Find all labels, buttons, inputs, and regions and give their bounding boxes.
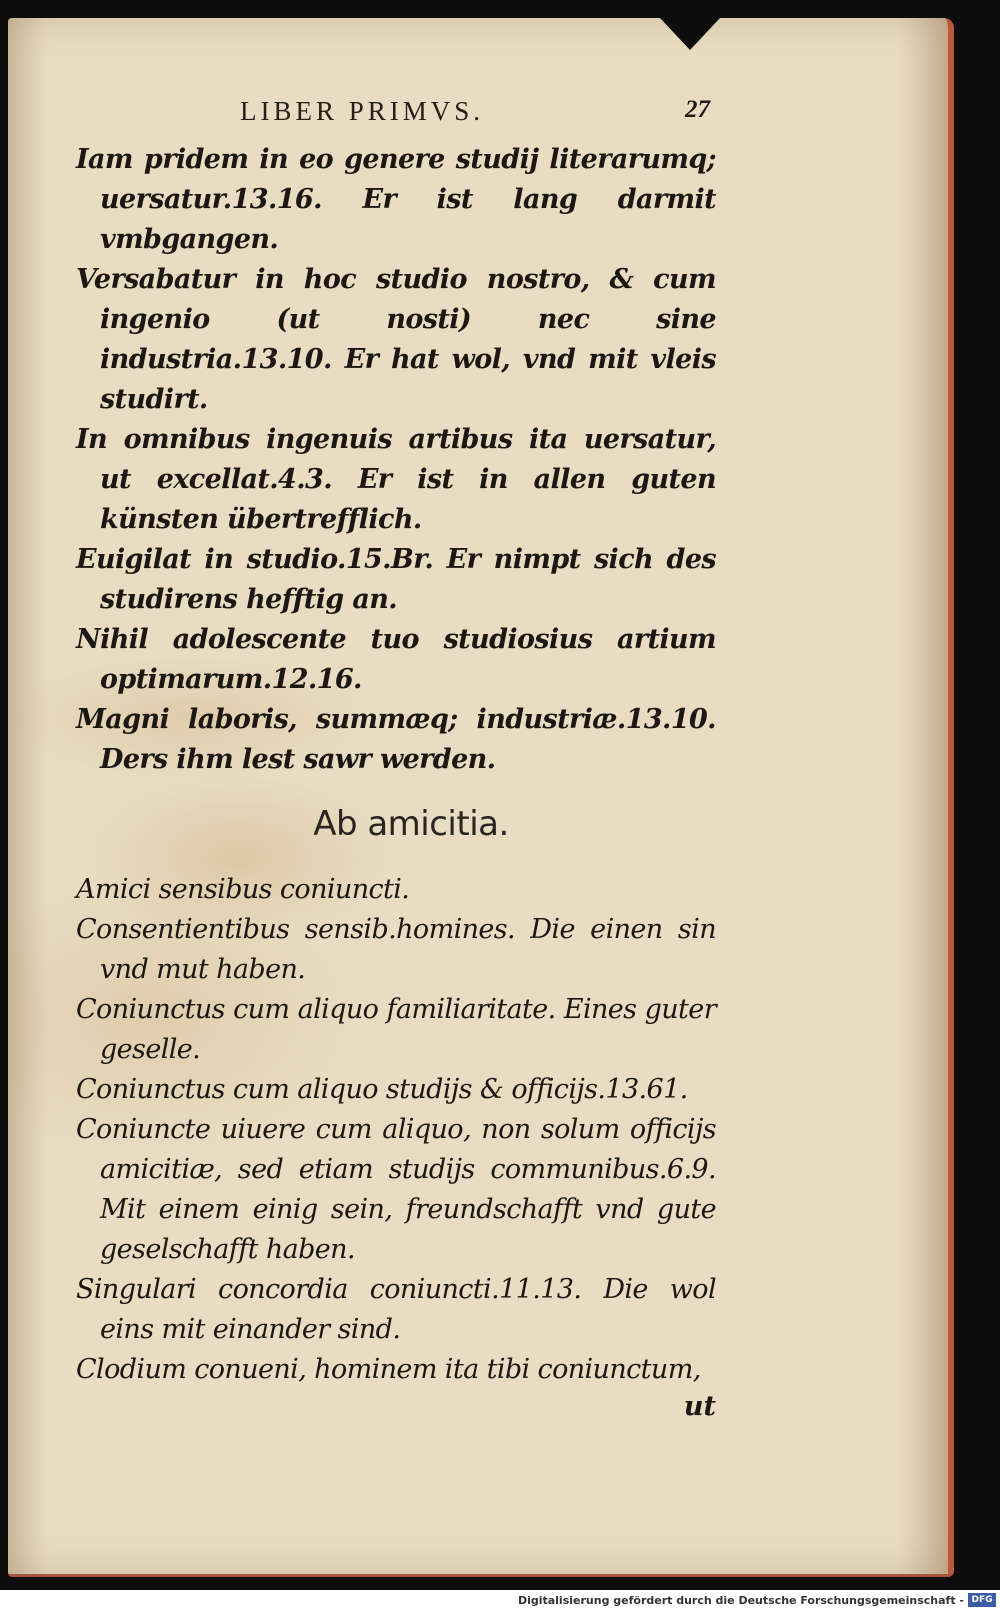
entry: Coniunctus cum aliquo studijs & officijs.13.61. (76, 1074, 688, 1105)
page-header (240, 96, 710, 136)
entry: Euigilat in studio.15.Br. Er nimpt sich des studirens hefftig an. (76, 544, 716, 615)
catchword: ut (683, 1391, 716, 1422)
entry: Amici sensibus coniuncti. (76, 874, 410, 905)
dfg-logo: DFG (968, 1593, 996, 1607)
entry: In omnibus ingenuis artibus ita uersatur, ut excellat.4.3. Er ist in allen guten künsten übertrefflich. (76, 424, 716, 535)
page-number: 27 (685, 96, 710, 123)
text-block (76, 140, 716, 1424)
entry: Coniuncte uiuere cum aliquo, non solum officijs amicitiæ, sed etiam studijs communibus.6.9. Mit einem einig sein, freundschafft vnd gute geselschafft haben. (76, 1114, 716, 1265)
footer-bar (0, 1590, 1000, 1612)
entry: Singulari concordia coniuncti.11.13. Die wol eins mit einander sind. (76, 1274, 716, 1345)
section-heading: Ab amicitia. (313, 804, 509, 844)
entry: Coniunctus cum aliquo familiaritate. Eines guter geselle. (76, 994, 716, 1065)
entry: Nihil adolescente tuo studiosius artium optimarum.12.16. (76, 624, 716, 695)
entry: Clodium conueni, hominem ita tibi coniunctum, (76, 1354, 701, 1385)
entry: Versabatur in hoc studio nostro, & cum ingenio (ut nosti) nec sine industria.13.10. Er hat wol, vnd mit vleis studirt. (76, 264, 716, 415)
running-head: LIBER PRIMVS. (240, 96, 485, 126)
entry: Magni laboris, summæq; industriæ.13.10. Ders ihm lest sawr werden. (76, 704, 716, 775)
entry: Consentientibus sensib.homines. Die einen sin vnd mut haben. (76, 914, 716, 985)
entry: Iam pridem in eo genere studij literarumq; uersatur.13.16. Er ist lang darmit vmbgangen. (76, 144, 716, 255)
page-tear (660, 18, 720, 50)
funding-credit: Digitalisierung gefördert durch die Deutsche Forschungsgemeinschaft - (517, 1594, 964, 1607)
